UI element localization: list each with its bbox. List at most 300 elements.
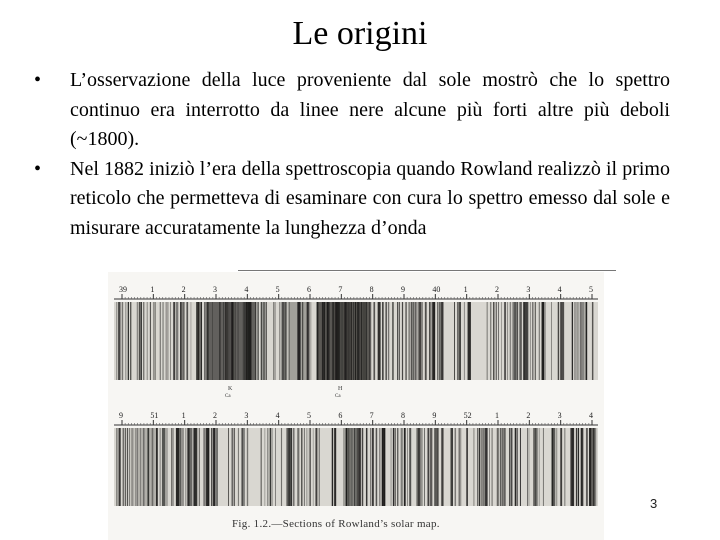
scale-label: 1 bbox=[463, 285, 468, 294]
absorption-line bbox=[374, 302, 375, 380]
scale-label: 4 bbox=[275, 411, 280, 420]
absorption-line bbox=[182, 302, 183, 380]
absorption-line bbox=[584, 302, 585, 380]
absorption-line bbox=[186, 302, 187, 380]
absorption-line bbox=[492, 428, 493, 506]
absorption-line bbox=[162, 302, 163, 380]
absorption-line bbox=[301, 428, 302, 506]
absorption-line bbox=[455, 428, 456, 506]
absorption-line bbox=[196, 428, 197, 506]
absorption-line bbox=[206, 302, 208, 380]
absorption-line bbox=[551, 302, 552, 380]
absorption-line bbox=[293, 428, 294, 506]
absorption-line bbox=[136, 428, 137, 506]
absorption-line bbox=[332, 302, 335, 380]
absorption-line bbox=[212, 302, 213, 380]
absorption-line bbox=[572, 302, 573, 380]
absorption-line bbox=[501, 428, 502, 506]
absorption-line bbox=[266, 302, 267, 380]
absorption-line bbox=[206, 428, 209, 506]
absorption-line bbox=[504, 428, 505, 506]
absorption-line bbox=[382, 428, 383, 506]
absorption-line bbox=[119, 428, 120, 506]
absorption-line bbox=[187, 428, 189, 506]
absorption-line bbox=[428, 428, 429, 506]
scale-label: 52 bbox=[463, 411, 472, 420]
absorption-line bbox=[123, 428, 124, 506]
absorption-line bbox=[177, 302, 178, 380]
absorption-line bbox=[264, 428, 265, 506]
absorption-line bbox=[527, 428, 528, 506]
bullet-text: L’osservazione della luce proveniente dal sole mostrò che lo spettro continuo era interrotto da linee nere alcune più forti altre più deboli (~1800). bbox=[70, 69, 670, 150]
absorption-line bbox=[166, 302, 167, 380]
absorption-line bbox=[589, 428, 590, 506]
absorption-line bbox=[258, 302, 259, 380]
absorption-line bbox=[519, 302, 521, 380]
absorption-line bbox=[574, 302, 575, 380]
absorption-line bbox=[450, 428, 451, 506]
absorption-line bbox=[130, 302, 131, 380]
absorption-line bbox=[183, 302, 184, 380]
absorption-line bbox=[131, 428, 132, 506]
absorption-line bbox=[190, 428, 193, 506]
absorption-line bbox=[409, 302, 410, 380]
absorption-line bbox=[420, 302, 421, 380]
absorption-line bbox=[185, 428, 186, 506]
absorption-line bbox=[415, 302, 416, 380]
absorption-line bbox=[152, 428, 153, 506]
absorption-line bbox=[194, 428, 198, 506]
absorption-line bbox=[287, 428, 288, 506]
absorption-line bbox=[317, 302, 318, 380]
bullet-list bbox=[34, 66, 670, 243]
absorption-line bbox=[430, 302, 431, 380]
absorption-line bbox=[515, 302, 516, 380]
absorption-line bbox=[507, 302, 508, 380]
absorption-line bbox=[586, 302, 587, 380]
absorption-line bbox=[591, 428, 592, 506]
absorption-line bbox=[261, 428, 262, 506]
absorption-line bbox=[469, 302, 470, 380]
absorption-line bbox=[215, 428, 216, 506]
absorption-line bbox=[409, 428, 411, 506]
absorption-line bbox=[561, 428, 562, 506]
absorption-line bbox=[437, 428, 438, 506]
scale-label: 5 bbox=[589, 285, 593, 294]
absorption-line bbox=[171, 428, 172, 506]
absorption-line bbox=[204, 302, 205, 380]
absorption-line bbox=[486, 428, 487, 506]
absorption-line bbox=[334, 428, 335, 506]
absorption-line bbox=[193, 428, 194, 506]
absorption-line bbox=[379, 428, 380, 506]
absorption-line bbox=[243, 428, 244, 506]
absorption-line bbox=[437, 302, 438, 380]
absorption-line bbox=[552, 428, 555, 506]
absorption-line bbox=[551, 428, 552, 506]
absorption-line bbox=[405, 302, 406, 380]
absorption-line bbox=[298, 428, 299, 506]
absorption-line bbox=[342, 302, 343, 380]
absorption-line bbox=[329, 302, 330, 380]
scale-label: 1 bbox=[181, 411, 186, 420]
scale-label: 2 bbox=[213, 411, 217, 420]
absorption-line bbox=[504, 302, 505, 380]
absorption-line bbox=[173, 428, 174, 506]
absorption-line bbox=[284, 302, 287, 380]
line-label-h: H bbox=[338, 386, 343, 392]
absorption-line bbox=[393, 428, 394, 506]
scale-label: 2 bbox=[181, 285, 186, 294]
absorption-line bbox=[139, 302, 140, 380]
scale-label: 51 bbox=[150, 411, 159, 420]
absorption-line bbox=[454, 302, 455, 380]
absorption-line bbox=[593, 428, 594, 506]
absorption-line bbox=[348, 428, 349, 506]
absorption-line bbox=[452, 428, 453, 506]
absorption-line bbox=[351, 428, 352, 506]
absorption-line bbox=[473, 428, 474, 506]
absorption-line bbox=[411, 302, 412, 380]
absorption-line bbox=[434, 302, 435, 380]
absorption-line bbox=[425, 302, 427, 380]
absorption-line bbox=[289, 428, 290, 506]
text-underline bbox=[238, 270, 616, 271]
absorption-line bbox=[358, 302, 359, 380]
scale-label: 8 bbox=[401, 411, 405, 420]
scale-label: 2 bbox=[495, 285, 499, 294]
absorption-line bbox=[199, 428, 200, 506]
absorption-line bbox=[313, 428, 314, 506]
absorption-line bbox=[419, 302, 420, 380]
absorption-line bbox=[378, 302, 381, 380]
absorption-line bbox=[143, 302, 144, 380]
absorption-line bbox=[150, 302, 151, 380]
absorption-line bbox=[162, 428, 166, 506]
absorption-line bbox=[337, 302, 340, 380]
absorption-line bbox=[511, 428, 513, 506]
absorption-line bbox=[322, 302, 323, 380]
absorption-line bbox=[440, 302, 441, 380]
absorption-line bbox=[560, 302, 561, 380]
absorption-line bbox=[530, 302, 531, 380]
absorption-line bbox=[310, 302, 311, 380]
absorption-line bbox=[578, 302, 579, 380]
absorption-line bbox=[545, 302, 546, 380]
absorption-line bbox=[306, 428, 307, 506]
absorption-line bbox=[362, 302, 366, 380]
absorption-line bbox=[366, 302, 367, 380]
broad-absorption-band bbox=[288, 302, 306, 380]
absorption-line bbox=[353, 302, 354, 380]
absorption-line bbox=[341, 302, 342, 380]
absorption-line bbox=[219, 302, 220, 380]
absorption-line bbox=[524, 302, 527, 380]
scale-label: 8 bbox=[369, 285, 374, 294]
figure-caption: Fig. 1.2.—Sections of Rowland’s solar map. bbox=[232, 518, 440, 530]
absorption-line bbox=[570, 428, 571, 506]
absorption-line bbox=[116, 302, 117, 380]
scale-label: 3 bbox=[526, 285, 531, 294]
absorption-line bbox=[483, 428, 484, 506]
absorption-line bbox=[279, 302, 280, 380]
absorption-line bbox=[432, 302, 434, 380]
scale-label: 5 bbox=[275, 285, 280, 294]
absorption-line bbox=[458, 302, 460, 380]
scale-label: 2 bbox=[526, 411, 531, 420]
absorption-line bbox=[564, 428, 565, 506]
bullet-symbol: • bbox=[34, 157, 42, 180]
absorption-line bbox=[234, 428, 235, 506]
absorption-line bbox=[442, 302, 443, 380]
absorption-line bbox=[244, 302, 246, 380]
absorption-line bbox=[490, 302, 491, 380]
absorption-line bbox=[257, 302, 258, 380]
scale-label: 4 bbox=[589, 411, 593, 420]
absorption-line bbox=[357, 302, 358, 380]
absorption-line bbox=[581, 428, 583, 506]
absorption-line bbox=[351, 302, 352, 380]
absorption-line bbox=[402, 428, 403, 506]
absorption-line bbox=[166, 428, 167, 506]
absorption-line bbox=[431, 428, 432, 506]
bullet-text: Nel 1882 iniziò l’era della spettroscopia quando Rowland realizzò il primo reticolo che permetteva di esaminare con cura lo spettro emesso dal sole e misurare accuratamente la lunghezza d’onda bbox=[70, 157, 670, 239]
absorption-line bbox=[556, 428, 557, 506]
absorption-line bbox=[382, 302, 383, 380]
absorption-line bbox=[394, 428, 395, 506]
bullet-item bbox=[34, 66, 670, 155]
absorption-line bbox=[228, 428, 229, 506]
absorption-line bbox=[211, 428, 212, 506]
absorption-line bbox=[302, 302, 303, 380]
absorption-line bbox=[577, 302, 578, 380]
absorption-line bbox=[332, 428, 333, 506]
bottom-scale-ticks bbox=[122, 420, 592, 425]
absorption-line bbox=[595, 428, 596, 506]
absorption-line bbox=[520, 428, 521, 506]
absorption-line bbox=[366, 428, 367, 506]
element-label-ca-1: Ca bbox=[225, 394, 231, 399]
absorption-line bbox=[307, 302, 308, 380]
absorption-line bbox=[402, 302, 403, 380]
absorption-line bbox=[513, 302, 514, 380]
absorption-line bbox=[439, 302, 440, 380]
absorption-line bbox=[155, 302, 156, 380]
scale-label: 4 bbox=[244, 285, 249, 294]
absorption-line bbox=[275, 302, 276, 380]
absorption-line bbox=[180, 302, 181, 380]
absorption-line bbox=[153, 302, 155, 380]
absorption-line bbox=[227, 302, 228, 380]
slide-title: Le origini bbox=[292, 15, 428, 52]
absorption-line bbox=[539, 428, 540, 506]
scale-label: 7 bbox=[338, 285, 343, 294]
absorption-line bbox=[125, 302, 126, 380]
absorption-line bbox=[541, 302, 542, 380]
absorption-line bbox=[127, 428, 128, 506]
absorption-line bbox=[370, 428, 371, 506]
absorption-line bbox=[346, 428, 347, 506]
absorption-line bbox=[352, 428, 353, 506]
absorption-line bbox=[517, 428, 518, 506]
absorption-line bbox=[529, 428, 530, 506]
absorption-line bbox=[466, 428, 467, 506]
scale-label: 9 bbox=[119, 411, 123, 420]
absorption-line bbox=[122, 302, 123, 380]
absorption-line bbox=[460, 428, 461, 506]
scale-label: 9 bbox=[432, 411, 437, 420]
absorption-line bbox=[421, 428, 422, 506]
absorption-line bbox=[543, 302, 544, 380]
absorption-line bbox=[524, 302, 525, 380]
absorption-line bbox=[247, 302, 248, 380]
absorption-line bbox=[201, 302, 202, 380]
absorption-line bbox=[283, 302, 284, 380]
absorption-line bbox=[496, 302, 497, 380]
absorption-line bbox=[539, 302, 540, 380]
absorption-line bbox=[229, 302, 230, 380]
absorption-line bbox=[231, 428, 232, 506]
absorption-line bbox=[267, 428, 268, 506]
absorption-line bbox=[535, 302, 536, 380]
absorption-line bbox=[179, 428, 180, 506]
absorption-line bbox=[238, 428, 239, 506]
absorption-line bbox=[397, 428, 398, 506]
broad-absorption-band bbox=[318, 302, 370, 380]
absorption-line bbox=[270, 428, 271, 506]
absorption-line bbox=[289, 302, 290, 380]
absorption-line bbox=[238, 302, 239, 380]
absorption-line bbox=[255, 302, 256, 380]
absorption-line bbox=[232, 302, 233, 380]
absorption-line bbox=[247, 428, 248, 506]
absorption-line bbox=[583, 428, 584, 506]
absorption-line bbox=[310, 428, 311, 506]
scale-label: 9 bbox=[401, 285, 405, 294]
bullet-item bbox=[34, 155, 670, 244]
scale-label: 39 bbox=[119, 285, 127, 294]
absorption-line bbox=[369, 302, 371, 380]
absorption-line bbox=[509, 428, 510, 506]
absorption-line bbox=[384, 428, 385, 506]
absorption-line bbox=[128, 302, 129, 380]
absorption-line bbox=[275, 428, 276, 506]
absorption-line bbox=[422, 302, 423, 380]
absorption-line bbox=[282, 302, 283, 380]
absorption-line bbox=[385, 302, 386, 380]
absorption-line bbox=[360, 428, 361, 506]
absorption-line bbox=[362, 428, 363, 506]
absorption-line bbox=[586, 428, 587, 506]
absorption-line bbox=[214, 428, 215, 506]
absorption-line bbox=[361, 302, 362, 380]
top-scale-labels bbox=[119, 285, 593, 294]
absorption-line bbox=[223, 302, 224, 380]
absorption-line bbox=[543, 428, 544, 506]
absorption-line bbox=[272, 428, 273, 506]
bullet-symbol: • bbox=[34, 69, 42, 91]
absorption-line bbox=[196, 302, 197, 380]
scale-label: 6 bbox=[307, 285, 311, 294]
absorption-line bbox=[517, 302, 518, 380]
absorption-line bbox=[250, 302, 251, 380]
absorption-line bbox=[477, 428, 478, 506]
scale-label: 1 bbox=[150, 285, 155, 294]
absorption-line bbox=[404, 428, 405, 506]
absorption-line bbox=[571, 428, 574, 506]
absorption-line bbox=[401, 428, 402, 506]
absorption-line bbox=[376, 428, 377, 506]
absorption-line bbox=[501, 302, 502, 380]
absorption-line bbox=[116, 428, 117, 506]
absorption-line bbox=[533, 428, 536, 506]
absorption-line bbox=[135, 428, 136, 506]
absorption-line bbox=[493, 302, 494, 380]
absorption-line bbox=[458, 428, 459, 506]
absorption-line bbox=[510, 302, 511, 380]
absorption-line bbox=[497, 428, 498, 506]
absorption-line bbox=[392, 302, 393, 380]
absorption-line bbox=[118, 302, 119, 380]
absorption-line bbox=[291, 428, 292, 506]
absorption-line bbox=[481, 428, 482, 506]
absorption-line bbox=[345, 302, 346, 380]
absorption-line bbox=[407, 428, 408, 506]
absorption-line bbox=[315, 428, 316, 506]
scale-label: 3 bbox=[244, 411, 249, 420]
element-label-ca-2: Ca bbox=[335, 394, 341, 399]
scale-label: 40 bbox=[432, 285, 441, 294]
absorption-line bbox=[174, 302, 175, 380]
top-scale-ticks bbox=[122, 294, 592, 299]
absorption-line bbox=[132, 428, 133, 506]
absorption-line bbox=[479, 428, 480, 506]
absorption-line bbox=[316, 302, 317, 380]
absorption-line bbox=[464, 302, 465, 380]
absorption-line bbox=[309, 428, 310, 506]
absorption-line bbox=[198, 302, 199, 380]
spectrum-image bbox=[108, 272, 604, 540]
absorption-line bbox=[298, 302, 299, 380]
absorption-line bbox=[243, 302, 244, 380]
absorption-line bbox=[578, 428, 579, 506]
page-number: 3 bbox=[650, 496, 658, 511]
absorption-line bbox=[216, 428, 217, 506]
absorption-line bbox=[125, 428, 126, 506]
absorption-line bbox=[319, 428, 320, 506]
absorption-line bbox=[281, 428, 282, 506]
absorption-line bbox=[457, 302, 458, 380]
absorption-line bbox=[532, 302, 533, 380]
absorption-line bbox=[147, 302, 148, 380]
absorption-line bbox=[156, 428, 157, 506]
scale-label: 4 bbox=[557, 285, 562, 294]
absorption-line bbox=[148, 428, 149, 506]
absorption-line bbox=[498, 428, 499, 506]
absorption-line bbox=[137, 302, 138, 380]
scale-label: 3 bbox=[557, 411, 562, 420]
line-label-k: K bbox=[228, 386, 233, 392]
absorption-line bbox=[388, 302, 389, 380]
absorption-line bbox=[261, 302, 262, 380]
absorption-line bbox=[413, 302, 414, 380]
absorption-line bbox=[263, 302, 266, 380]
absorption-line bbox=[318, 428, 319, 506]
scale-label: 6 bbox=[338, 411, 343, 420]
absorption-line bbox=[399, 302, 400, 380]
absorption-line bbox=[167, 302, 168, 380]
scale-label: 5 bbox=[307, 411, 311, 420]
